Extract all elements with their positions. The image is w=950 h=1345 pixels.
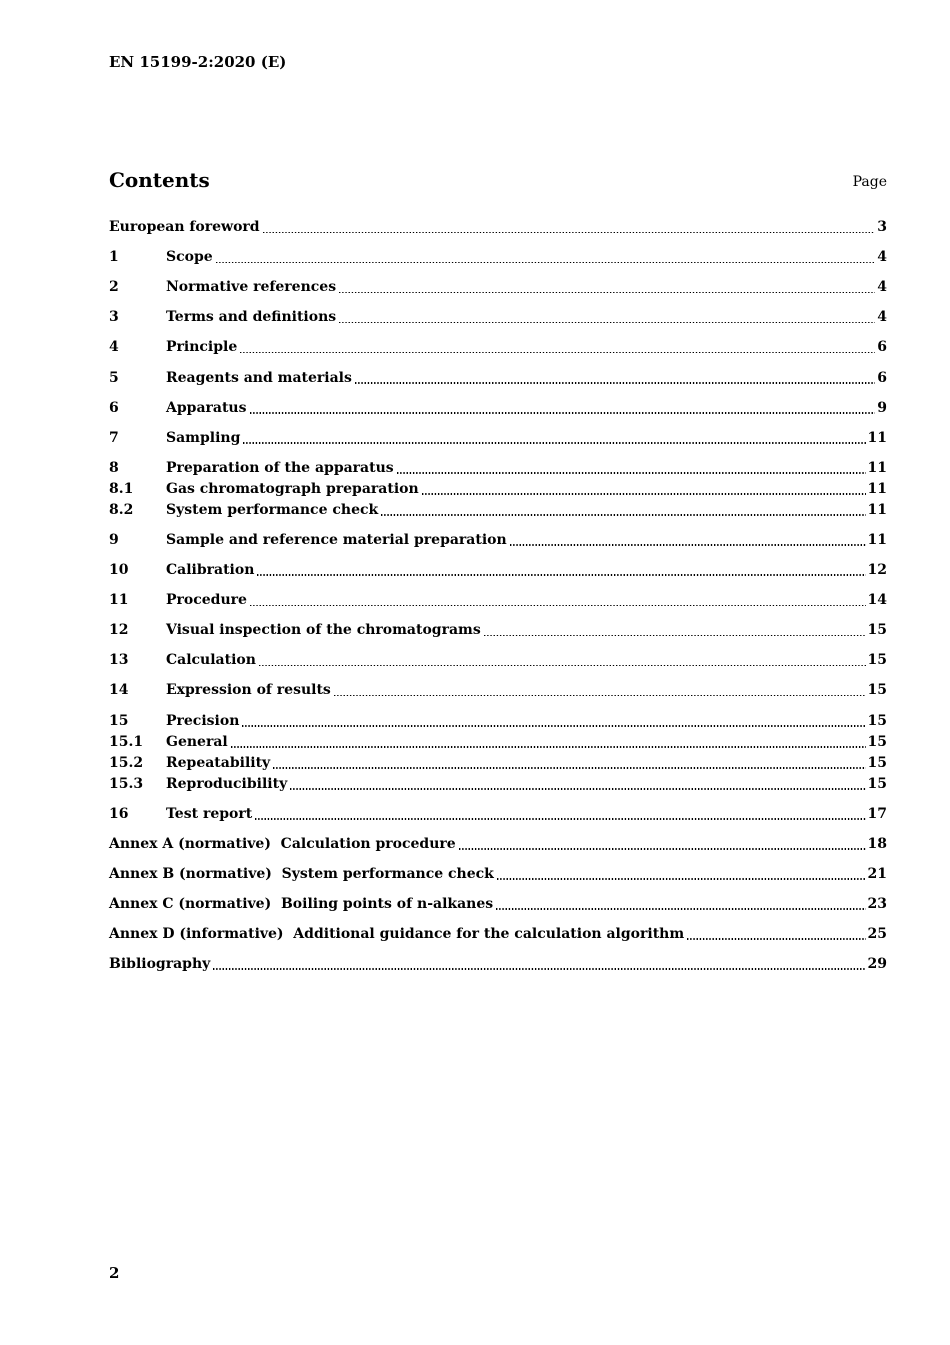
page-number: 29 xyxy=(867,956,887,973)
toc-entry-title: Apparatus xyxy=(166,399,247,416)
toc-entry-title: Reagents and materials xyxy=(166,369,352,386)
section-number: 15.1 xyxy=(109,733,144,750)
page-number: 11 xyxy=(867,480,887,497)
toc-entry-title: Repeatability xyxy=(166,754,271,771)
toc-entry-expression-of-results xyxy=(109,680,887,701)
toc-entry-title: Preparation of the apparatus xyxy=(166,459,394,476)
page-number: 18 xyxy=(867,835,887,852)
toc-entry-european-foreword xyxy=(109,217,887,238)
page-number: 11 xyxy=(867,459,887,476)
page-number: 11 xyxy=(867,501,887,518)
dot-leader xyxy=(397,472,866,474)
page-number: 9 xyxy=(877,399,887,416)
toc-entry-repeatability xyxy=(109,753,887,774)
section-number: 8.2 xyxy=(109,501,134,518)
page-number: 11 xyxy=(867,531,887,548)
section-number: 1 xyxy=(109,249,119,266)
toc-entry-title: Normative references xyxy=(166,279,337,296)
toc-entry-principle xyxy=(109,337,887,358)
dot-leader xyxy=(459,848,866,850)
section-number: 3 xyxy=(109,309,119,326)
toc-entry-title: Test report xyxy=(166,805,253,822)
dot-leader xyxy=(484,634,866,636)
toc-entry-title: Scope xyxy=(166,249,213,266)
page-number: 4 xyxy=(877,309,887,326)
dot-leader xyxy=(213,968,865,970)
section-number: 10 xyxy=(109,562,129,579)
section-number: 8.1 xyxy=(109,480,134,497)
dot-leader xyxy=(263,231,876,233)
page-number: 15 xyxy=(867,712,887,729)
page-number: 6 xyxy=(877,369,887,386)
dot-leader xyxy=(339,321,875,323)
page-number: 11 xyxy=(867,429,887,446)
page-number: 21 xyxy=(867,865,887,882)
dot-leader xyxy=(687,938,865,940)
toc-entry-title: Expression of results xyxy=(166,682,331,699)
dot-leader xyxy=(243,442,865,444)
toc-entry-bibliography xyxy=(109,954,887,975)
toc-entry-title: Visual inspection of the chromatograms xyxy=(166,622,481,639)
toc-entry-system-performance-check xyxy=(109,500,887,521)
toc-entry-title: Sampling xyxy=(166,429,241,446)
document-id: EN 15199-2:2020 (E) xyxy=(109,53,287,71)
page-number: 4 xyxy=(877,279,887,296)
section-number: 13 xyxy=(109,652,129,669)
toc-entry-title: Bibliography xyxy=(109,956,211,973)
toc-entry-sample-and-reference-material-preparation xyxy=(109,530,887,551)
dot-leader xyxy=(497,878,866,880)
toc-entry-test-report xyxy=(109,804,887,825)
toc-entry-title: Sample and reference material preparation xyxy=(166,531,507,548)
toc-entry-gas-chromatograph-preparation xyxy=(109,479,887,500)
toc-entry-title: Calculation xyxy=(166,652,256,669)
toc-entry-procedure xyxy=(109,590,887,611)
toc-entry-annex-a xyxy=(109,834,887,855)
page-number: 12 xyxy=(867,562,887,579)
toc-entry-scope xyxy=(109,247,887,268)
toc-entry-calibration xyxy=(109,560,887,581)
toc-entry-precision xyxy=(109,711,887,732)
page-number: 4 xyxy=(877,249,887,266)
toc-entry-title: Annex A (normative) Calculation procedure xyxy=(109,835,456,852)
dot-leader xyxy=(257,574,865,576)
dot-leader xyxy=(334,694,866,696)
toc-entry-annex-c xyxy=(109,894,887,915)
toc-entry-normative-references xyxy=(109,277,887,298)
dot-leader xyxy=(250,604,866,606)
toc-entry-title: Procedure xyxy=(166,592,247,609)
page-column-label: Page xyxy=(852,174,887,190)
section-number: 4 xyxy=(109,339,119,356)
page-number: 15 xyxy=(867,652,887,669)
page-number: 17 xyxy=(867,805,887,822)
dot-leader xyxy=(242,725,865,727)
page-number: 25 xyxy=(867,925,887,942)
toc-entry-terms-and-definitions xyxy=(109,307,887,328)
page-number: 3 xyxy=(877,219,887,236)
dot-leader xyxy=(339,291,875,293)
toc-entry-title: Annex D (informative) Additional guidance for the calculation algorithm xyxy=(109,925,685,942)
dot-leader xyxy=(250,412,876,414)
folio-page-number: 2 xyxy=(109,1264,120,1282)
toc-entry-title: European foreword xyxy=(109,219,260,236)
page-number: 6 xyxy=(877,339,887,356)
toc-entry-reagents-and-materials xyxy=(109,368,887,389)
section-number: 15 xyxy=(109,712,129,729)
section-number: 15.3 xyxy=(109,775,144,792)
dot-leader xyxy=(355,382,875,384)
section-number: 6 xyxy=(109,399,119,416)
toc-entry-reproducibility xyxy=(109,774,887,795)
dot-leader xyxy=(259,664,866,666)
dot-leader xyxy=(240,351,875,353)
section-number: 2 xyxy=(109,279,119,296)
section-number: 11 xyxy=(109,592,129,609)
toc-entry-visual-inspection xyxy=(109,620,887,641)
page-number: 23 xyxy=(867,895,887,912)
section-number: 16 xyxy=(109,805,129,822)
toc-entry-title: Annex C (normative) Boiling points of n-alkanes xyxy=(109,895,494,912)
toc-entry-apparatus xyxy=(109,398,887,419)
toc-entry-annex-b xyxy=(109,864,887,885)
section-number: 5 xyxy=(109,369,119,386)
section-number: 14 xyxy=(109,682,129,699)
toc-entry-calculation xyxy=(109,650,887,671)
section-number: 8 xyxy=(109,459,119,476)
toc-entry-title: Precision xyxy=(166,712,240,729)
toc-entry-title: System performance check xyxy=(166,501,379,518)
section-number: 12 xyxy=(109,622,129,639)
toc-entry-title: Gas chromatograph preparation xyxy=(166,480,419,497)
section-number: 7 xyxy=(109,429,119,446)
page-number: 15 xyxy=(867,754,887,771)
toc-entry-general xyxy=(109,732,887,753)
page-number: 15 xyxy=(867,622,887,639)
table-of-contents xyxy=(109,208,887,975)
page-number: 15 xyxy=(867,682,887,699)
dot-leader xyxy=(231,746,866,748)
page-number: 15 xyxy=(867,733,887,750)
toc-entry-title: General xyxy=(166,733,228,750)
section-number: 15.2 xyxy=(109,754,144,771)
dot-leader xyxy=(422,493,866,495)
toc-entry-title: Annex B (normative) System performance check xyxy=(109,865,494,882)
dot-leader xyxy=(216,261,876,263)
page-number: 15 xyxy=(867,775,887,792)
dot-leader xyxy=(273,767,865,769)
toc-entry-title: Calibration xyxy=(166,562,255,579)
page-number: 14 xyxy=(867,592,887,609)
toc-entry-preparation-of-the-apparatus xyxy=(109,458,887,479)
toc-entry-sampling xyxy=(109,428,887,449)
toc-entry-title: Reproducibility xyxy=(166,775,288,792)
toc-entry-title: Principle xyxy=(166,339,238,356)
section-number: 9 xyxy=(109,531,119,548)
contents-heading: Contents xyxy=(109,168,210,192)
dot-leader xyxy=(496,908,865,910)
dot-leader xyxy=(290,788,865,790)
toc-entry-title: Terms and definitions xyxy=(166,309,337,326)
toc-entry-annex-d xyxy=(109,924,887,945)
dot-leader xyxy=(510,544,866,546)
dot-leader xyxy=(255,818,865,820)
dot-leader xyxy=(381,514,865,516)
